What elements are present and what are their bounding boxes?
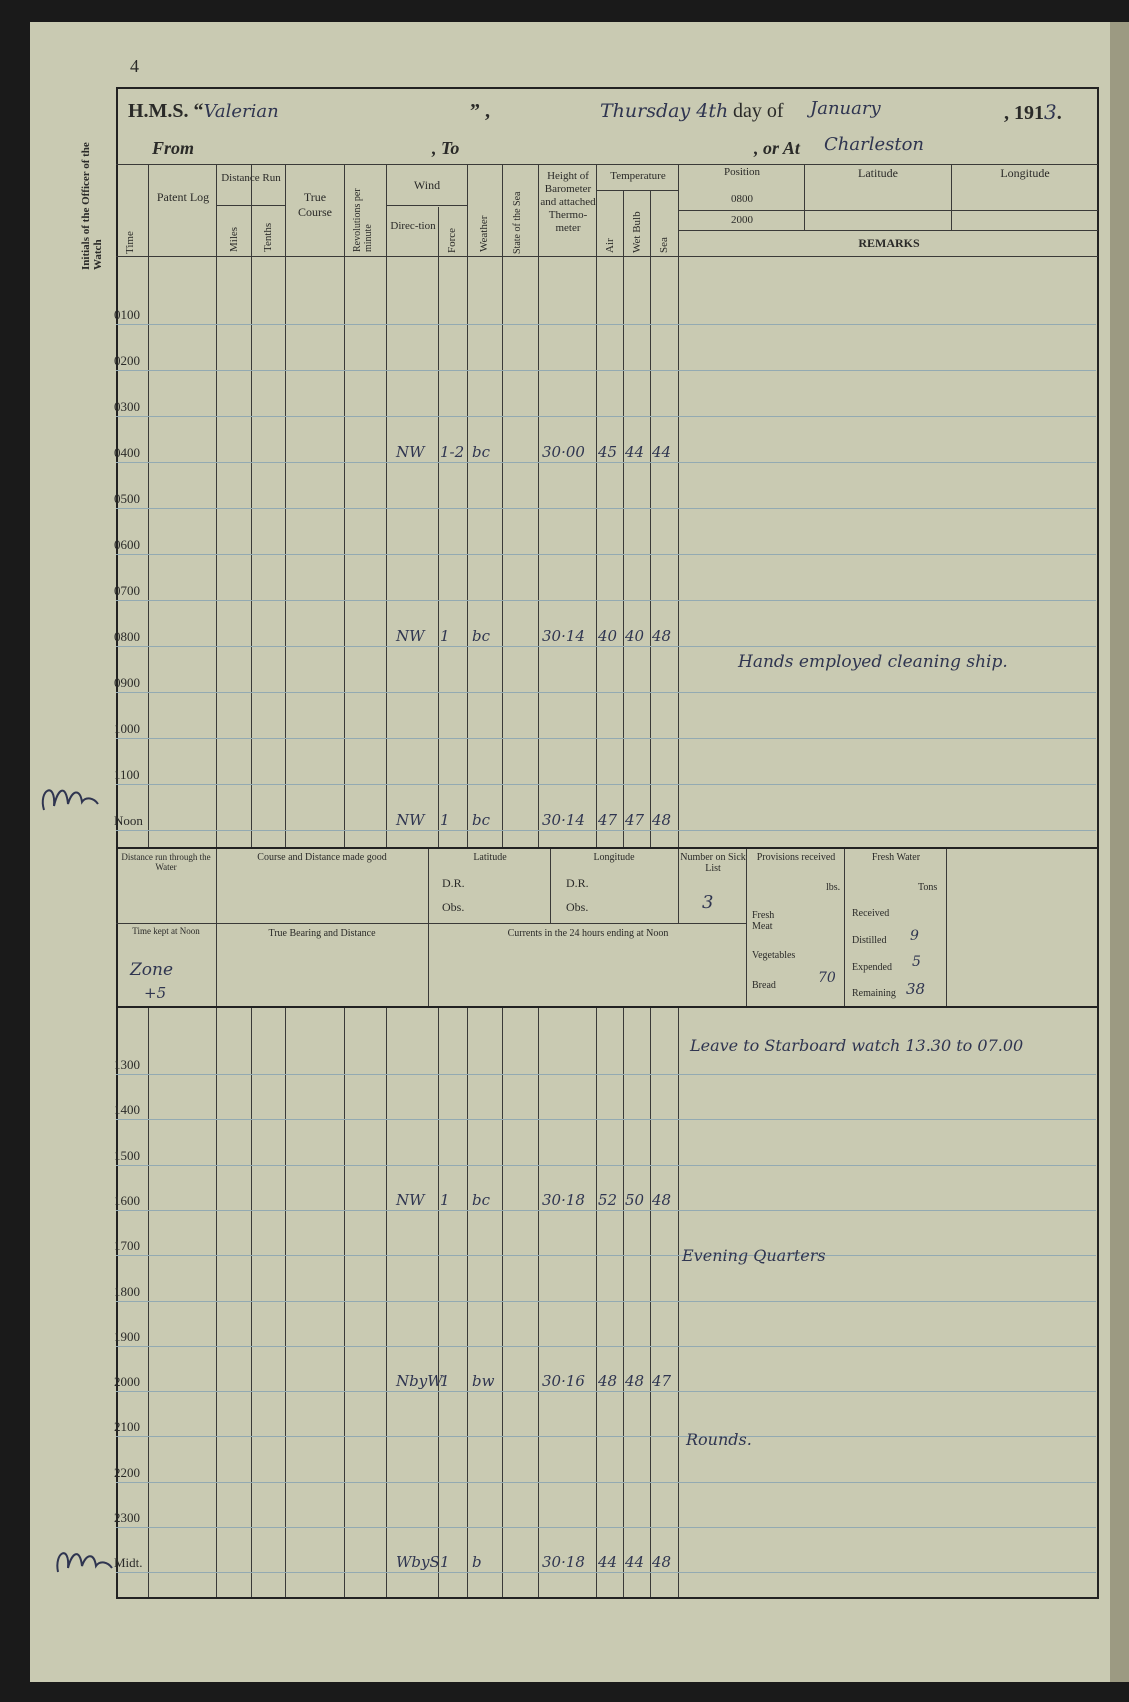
row-time: 0500 xyxy=(114,491,140,506)
row-time: 2200 xyxy=(114,1464,140,1480)
row-weather: bc xyxy=(472,443,491,461)
row-time: 2100 xyxy=(114,1419,140,1435)
row-force: 1 xyxy=(440,1553,450,1572)
col-force: Force xyxy=(446,227,458,253)
ruled-line xyxy=(116,1074,1096,1075)
col-latitude: Latitude xyxy=(858,166,898,180)
row-time: 2000 xyxy=(114,1374,140,1390)
nb-lon-dr: D.R. xyxy=(566,876,589,890)
row-time: 1000 xyxy=(114,721,140,736)
row-dir: NbyW xyxy=(396,1372,443,1391)
nb-dist-water: Distance run through the Water xyxy=(121,852,211,872)
ruled-line xyxy=(116,554,1096,555)
col-wet-bulb: Wet Bulb xyxy=(631,211,643,253)
nb-zone: Zone xyxy=(130,960,174,980)
row-time: 0800 xyxy=(114,629,140,644)
nb-course-dist: Course and Distance made good xyxy=(257,852,387,863)
remark-leave: Leave to Starboard watch 13.30 to 07.00 xyxy=(690,1036,1024,1055)
row-dir: WbyS xyxy=(396,1553,440,1572)
col-tenths: Tenths xyxy=(262,222,274,252)
row-dir: NW xyxy=(396,443,425,461)
col-miles: Miles xyxy=(228,226,240,252)
at-place: Charleston xyxy=(824,134,925,155)
ruled-line xyxy=(116,1255,1096,1256)
nb-remaining-value: 38 xyxy=(906,980,926,998)
nb-sick-list: Number on Sick List xyxy=(680,852,746,874)
ruled-line xyxy=(116,1482,1096,1483)
nb-latitude: Latitude xyxy=(473,852,507,863)
weekday: Thursday 4th xyxy=(600,100,729,122)
row-baro: 30·14 xyxy=(542,627,585,645)
row-force: 1 xyxy=(440,627,450,645)
row-sea: 47 xyxy=(652,1372,672,1391)
row-time: 0300 xyxy=(114,399,140,414)
nb-lat-dr: D.R. xyxy=(442,876,465,890)
nb-remaining: Remaining xyxy=(852,988,896,999)
col-state-sea: State of the Sea xyxy=(512,191,523,254)
col-remarks: REMARKS xyxy=(858,236,920,250)
nb-lbs: lbs. xyxy=(826,882,841,893)
row-force: 1 xyxy=(440,1372,450,1391)
row-sea: 44 xyxy=(652,443,672,461)
remark-rounds: Rounds. xyxy=(686,1430,752,1449)
ship-suffix: ” , xyxy=(470,100,490,122)
ruled-line xyxy=(116,1391,1096,1392)
row-wet: 47 xyxy=(625,811,645,829)
to-label: , To xyxy=(432,138,460,158)
book-spine xyxy=(1110,22,1129,1682)
row-time: 2300 xyxy=(114,1510,140,1525)
remark-evening: Evening Quarters xyxy=(682,1246,826,1265)
row-weather: bc xyxy=(472,811,491,829)
nb-expended-value: 5 xyxy=(912,954,921,970)
nb-expended: Expended xyxy=(852,962,892,973)
ruled-line xyxy=(116,462,1096,463)
col-distance-run: Distance Run xyxy=(221,172,281,184)
row-time: 0900 xyxy=(114,675,140,690)
row-weather: bc xyxy=(472,627,491,645)
row-air: 47 xyxy=(598,811,618,829)
nb-time-kept: Time kept at Noon xyxy=(132,926,200,936)
row-wet: 48 xyxy=(625,1372,645,1391)
row-time: 1700 xyxy=(114,1238,140,1254)
officer-initials-signature xyxy=(36,770,116,830)
nb-vegetables: Vegetables xyxy=(752,950,796,961)
nb-tons: Tons xyxy=(918,882,938,893)
col-position: Position xyxy=(723,166,761,178)
row-wet: 44 xyxy=(625,1553,645,1572)
row-time: 0200 xyxy=(114,353,140,368)
row-dir: NW xyxy=(396,811,425,829)
ruled-line xyxy=(116,1527,1096,1528)
nb-longitude: Longitude xyxy=(593,852,635,863)
side-label: Initials of the Officer of the Watch xyxy=(80,142,104,270)
page-number: 4 xyxy=(130,56,139,76)
row-baro: 30·18 xyxy=(542,1553,585,1572)
ruled-line xyxy=(116,784,1096,785)
row-sea: 48 xyxy=(652,811,672,829)
nb-bread-value: 70 xyxy=(818,970,836,986)
ruled-line xyxy=(116,600,1096,601)
morning-remark: Hands employed cleaning ship. xyxy=(738,652,1008,672)
row-baro: 30·14 xyxy=(542,811,585,829)
year-prefix: , 191 xyxy=(1004,102,1044,124)
nb-lon-obs: Obs. xyxy=(566,900,589,914)
officer-initials-signature-2 xyxy=(52,1536,122,1586)
pos-0800: 0800 xyxy=(731,193,753,205)
ruled-line xyxy=(116,1165,1096,1166)
ruled-line xyxy=(116,324,1096,325)
row-force: 1 xyxy=(440,1190,450,1209)
at-label: , or At xyxy=(754,138,800,158)
row-time: Midt. xyxy=(114,1555,143,1571)
row-time: 0700 xyxy=(114,583,140,598)
row-baro: 30·16 xyxy=(542,1372,585,1391)
col-true-course: True Course xyxy=(298,190,332,219)
row-sea: 48 xyxy=(652,1553,672,1572)
row-air: 45 xyxy=(598,443,618,461)
nb-distilled-value: 9 xyxy=(910,928,919,944)
row-time: 1600 xyxy=(114,1192,140,1208)
row-dir: NW xyxy=(396,1190,425,1209)
ruled-line xyxy=(116,692,1096,693)
row-time: 1500 xyxy=(114,1147,140,1163)
ship-prefix: H.M.S. “ xyxy=(128,100,204,122)
nb-currents: Currents in the 24 hours ending at Noon xyxy=(507,928,669,939)
row-time: 1800 xyxy=(114,1283,140,1299)
row-baro: 30·00 xyxy=(542,443,585,461)
row-time: 1400 xyxy=(114,1102,140,1118)
row-air: 40 xyxy=(598,627,618,645)
col-patent-log: Patent Log xyxy=(156,190,210,204)
row-time: 1100 xyxy=(114,767,140,782)
row-weather: bc xyxy=(472,1190,491,1209)
year-digit: 3 xyxy=(1044,100,1057,124)
nb-received: Received xyxy=(852,908,890,919)
ruled-line xyxy=(116,1301,1096,1302)
ruled-line xyxy=(116,508,1096,509)
ruled-line xyxy=(116,646,1096,647)
col-wind: Wind xyxy=(413,178,441,192)
ruled-line xyxy=(116,1119,1096,1120)
row-wet: 40 xyxy=(625,627,645,645)
row-weather: b xyxy=(472,1553,482,1572)
row-wet: 44 xyxy=(625,443,645,461)
col-direction: Direc-tion xyxy=(390,220,436,232)
col-air: Air xyxy=(604,238,616,253)
row-baro: 30·18 xyxy=(542,1190,585,1209)
col-temperature: Temperature xyxy=(610,170,666,182)
col-barometer: Height of Barometer and attached Thermo-meter xyxy=(540,170,596,234)
year-suffix: . xyxy=(1056,102,1062,124)
ruled-line xyxy=(116,416,1096,417)
ruled-line xyxy=(116,738,1096,739)
nb-fresh-meat: Fresh Meat xyxy=(752,910,775,932)
col-time: Time xyxy=(124,231,136,254)
row-air: 48 xyxy=(598,1372,618,1391)
row-time: 1900 xyxy=(114,1328,140,1344)
nb-distilled: Distilled xyxy=(852,935,887,946)
ruled-line xyxy=(116,1210,1096,1211)
row-dir: NW xyxy=(396,627,425,645)
from-label: From xyxy=(152,138,195,158)
row-weather: bw xyxy=(472,1372,495,1391)
nb-sick-value: 3 xyxy=(702,892,714,913)
month: January xyxy=(810,98,881,119)
ruled-line xyxy=(116,1346,1096,1347)
ruled-line xyxy=(116,830,1096,831)
day-of-label: day of xyxy=(733,100,784,122)
ruled-line xyxy=(116,1436,1096,1437)
nb-fresh-water: Fresh Water xyxy=(871,852,921,863)
col-sea: Sea xyxy=(658,237,670,253)
ruled-line xyxy=(116,1572,1096,1573)
row-time: 1300 xyxy=(114,1057,140,1072)
col-longitude: Longitude xyxy=(1000,166,1050,180)
row-time: 0400 xyxy=(114,445,140,460)
row-sea: 48 xyxy=(652,1190,672,1209)
row-time: 0600 xyxy=(114,537,140,552)
pos-2000: 2000 xyxy=(731,214,753,226)
ruled-line xyxy=(116,370,1096,371)
row-time: 0100 xyxy=(114,307,140,322)
col-weather: Weather xyxy=(478,215,490,252)
row-sea: 48 xyxy=(652,627,672,645)
row-air: 52 xyxy=(598,1190,618,1209)
ship-name: Valerian xyxy=(203,101,279,122)
nb-provisions: Provisions received xyxy=(756,852,836,863)
nb-bread: Bread xyxy=(752,980,776,991)
nb-true-bearing: True Bearing and Distance xyxy=(268,928,376,939)
row-force: 1 xyxy=(440,811,450,829)
col-revolutions: Revolutions per minute xyxy=(352,188,374,252)
nb-lat-obs: Obs. xyxy=(442,900,465,914)
row-force: 1-2 xyxy=(440,443,465,461)
nb-zone-value: +5 xyxy=(144,984,167,1002)
row-wet: 50 xyxy=(625,1190,645,1209)
row-air: 44 xyxy=(598,1553,618,1572)
row-time: Noon xyxy=(114,813,143,828)
